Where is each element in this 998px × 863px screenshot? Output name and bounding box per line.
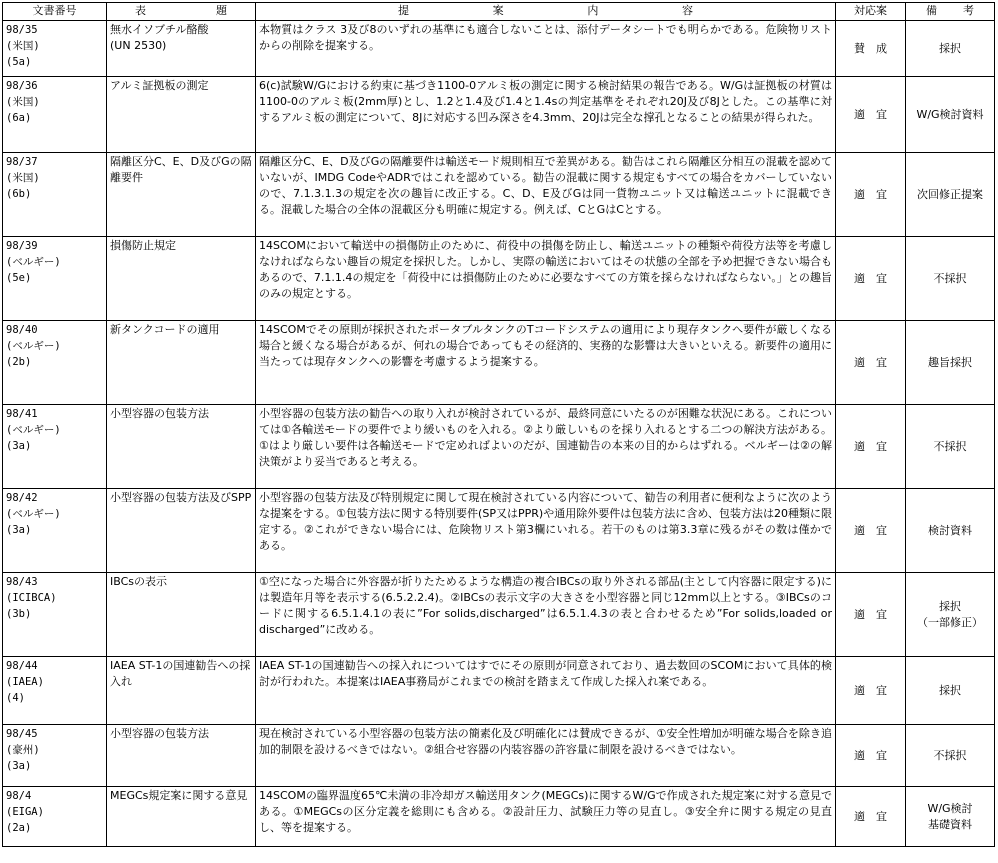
response-cell: 適 宜 xyxy=(836,237,906,321)
header-row xyxy=(3,3,995,21)
response-cell: 適 宜 xyxy=(836,725,906,787)
response-cell: 適 宜 xyxy=(836,321,906,405)
table-row xyxy=(3,321,995,405)
doc-number-cell: 98/44 (IAEA) (4) xyxy=(3,657,107,725)
header-proposal-part: 案 xyxy=(492,4,504,17)
title-cell: 無水イソブチル酪酸 (UN 2530) xyxy=(107,21,256,77)
doc-number-cell: 98/35 (米国) (5a) xyxy=(3,21,107,77)
table-row xyxy=(3,489,995,573)
title-cell: MEGCs規定案に関する意見 xyxy=(107,787,256,847)
content-cell: 小型容器の包装方法及び特別規定に関して現在検討されている内容について、勧告の利用者に便利なように次のような提案をする。①包装方法に関する特別要件(SP又はPPR)や通用除外要件は包装方法に含め、包装方法は20種類に限定する。②これができない場合には、危険物リスト第3欄にいれる。若干のものは第3.3章に残るがその数は僅かである。 xyxy=(256,489,836,573)
response-cell: 賛 成 xyxy=(836,21,906,77)
header-proposal-part: 容 xyxy=(681,4,693,17)
title-cell: 小型容器の包装方法 xyxy=(107,725,256,787)
response-cell: 適 宜 xyxy=(836,573,906,657)
doc-number-cell: 98/45 (豪州) (3a) xyxy=(3,725,107,787)
content-cell: IAEA ST-1の国連勧告への採入れについてはすでにその原則が同意されており、過去数回のSCOMにおいて具体的検討が行われた。本提案はIAEA事務局がこれまでの検討を踏まえて作成した採入れ案である。 xyxy=(256,657,836,725)
remarks-cell: 不採択 xyxy=(906,405,995,489)
doc-number-cell: 98/40 (ベルギー) (2b) xyxy=(3,321,107,405)
doc-number-cell: 98/4 (EIGA) (2a) xyxy=(3,787,107,847)
table-row xyxy=(3,573,995,657)
header-proposal-part: 内 xyxy=(587,4,599,17)
remarks-cell: W/G検討資料 xyxy=(906,77,995,153)
content-cell: ①空になった場合に外容器が折りたためるような構造の複合IBCsの取り外される部品(主として内容器に限定する)には製造年月等を表示する(6.5.2.2.4)。②IBCsの表示文字の大きさを小型容器と同じ12mm以上とする。③IBCsのコードに関する6.5.1.4.1の表に”For solids,discharged”は6.5.1.4.3の表と合わせるため”For solids,loaded or discharged”に改める。 xyxy=(256,573,836,657)
doc-number-cell: 98/36 (米国) (6a) xyxy=(3,77,107,153)
remarks-cell: 趣旨採択 xyxy=(906,321,995,405)
title-cell: IBCsの表示 xyxy=(107,573,256,657)
title-cell: アルミ証拠板の測定 xyxy=(107,77,256,153)
doc-number-cell: 98/37 (米国) (6b) xyxy=(3,153,107,237)
doc-number-cell: 98/41 (ベルギー) (3a) xyxy=(3,405,107,489)
title-cell: 小型容器の包装方法及びSPP xyxy=(107,489,256,573)
content-cell: 隔離区分C、E、D及びGの隔離要件は輸送モード規則相互で差異がある。勧告はこれら隔離区分相互の混載を認めていないが、IMDG CodeやADRではこれを認めている。勧告の混載に関する規定もすべての場合をカバーしていないので、7.1.3.1.3の規定を次の趣旨に改正する。C、D、E及びGは同一貨物ユニット又は輸送ユニットに混載できる。混載した場合の全体の混載区分も明確に規定する。例えば、CとGはCとする。 xyxy=(256,153,836,237)
title-cell: IAEA ST-1の国連勧告への採入れ xyxy=(107,657,256,725)
remarks-cell: W/G検討 基礎資料 xyxy=(906,787,995,847)
header-remarks xyxy=(906,3,995,21)
remarks-cell: 不採択 xyxy=(906,237,995,321)
header-remarks-part: 備 xyxy=(926,4,937,17)
response-cell: 適 宜 xyxy=(836,153,906,237)
remarks-cell: 採択 xyxy=(906,657,995,725)
header-proposal xyxy=(256,3,836,21)
response-cell: 適 宜 xyxy=(836,787,906,847)
remarks-cell: 採択 （一部修正） xyxy=(906,573,995,657)
title-cell: 損傷防止規定 xyxy=(107,237,256,321)
table-row xyxy=(3,153,995,237)
title-cell: 隔離区分C、E、D及びGの隔離要件 xyxy=(107,153,256,237)
header-proposal-part: 提 xyxy=(398,4,409,17)
content-cell: 14SCOMの臨界温度65℃未満の非冷却ガス輸送用タンク(MEGCs)に関するW/Gで作成された規定案に対する意見である。①MEGCsの区分定義を総則にも含める。②設計圧力、試験圧力等の見直し。③安全弁に関する規定の見直し、等を提案する。 xyxy=(256,787,836,847)
doc-number-cell: 98/42 (ベルギー) (3a) xyxy=(3,489,107,573)
header-title xyxy=(107,3,256,21)
response-cell: 適 宜 xyxy=(836,77,906,153)
header-title-part: 題 xyxy=(216,4,227,17)
remarks-cell: 次回修正提案 xyxy=(906,153,995,237)
table-row xyxy=(3,405,995,489)
doc-number-cell: 98/39 (ベルギー) (5e) xyxy=(3,237,107,321)
title-cell: 新タンクコードの適用 xyxy=(107,321,256,405)
content-cell: 6(c)試験W/Gにおける約束に基づき1100-0アルミ板の測定に関する検討結果の報告である。W/Gは証拠板の材質は1100-0のアルミ板(2mm厚)とし、1.2と1.4及び1.4と1.4sの判定基準をそれぞれ20J及び8Jとした。この基準に対するアルミ板の測定について、8Jに対応する凹み深さを4.3mm、20Jは完全な撑孔となることの結果が得られた。 xyxy=(256,77,836,153)
table-row xyxy=(3,21,995,77)
remarks-cell: 検討資料 xyxy=(906,489,995,573)
content-cell: 本物質はクラス 3及び8のいずれの基準にも適合しないことは、添付データシートでも明らかである。危険物リストからの削除を提案する。 xyxy=(256,21,836,77)
proposal-table xyxy=(2,2,995,847)
content-cell: 現在検討されている小型容器の包装方法の簡素化及び明確化には賛成できるが、①安全性増加が明確な場合を除き追加的制限を設けるべきではない。②組合せ容器の内装容器の許容量に制限を設けるべきではない。 xyxy=(256,725,836,787)
remarks-cell: 不採択 xyxy=(906,725,995,787)
content-cell: 14SCOMでその原則が採択されたポータブルタンクのTコードシステムの適用により現存タンクへ要件が厳しくなる場合と緩くなる場合があるが、何れの場合であってもその経済的、実務的な影響は大きいといえる。新要件の適用に当たっては現存タンクへの影響を考慮するよう提案する。 xyxy=(256,321,836,405)
content-cell: 14SCOMにおいて輸送中の損傷防止のために、荷役中の損傷を防止し、輸送ユニットの種類や荷役方法等を考慮しなければならない趣旨の規定を採択した。しかし、実際の輸送においてはその状態の全部を予め把握できない場合もあるので、7.1.1.4の規定を「荷役中には損傷防止のために必要なすべての方策を採らなければならない。」との趣旨のみの規定とする。 xyxy=(256,237,836,321)
remarks-cell: 採択 xyxy=(906,21,995,77)
table-row xyxy=(3,237,995,321)
table-row xyxy=(3,657,995,725)
header-doc-number: 文書番号 xyxy=(3,3,107,21)
response-cell: 適 宜 xyxy=(836,405,906,489)
table-row xyxy=(3,725,995,787)
header-title-part: 表 xyxy=(135,4,146,17)
doc-number-cell: 98/43 (ICIBCA) (3b) xyxy=(3,573,107,657)
table-row xyxy=(3,77,995,153)
header-remarks-part: 考 xyxy=(963,4,974,17)
title-cell: 小型容器の包装方法 xyxy=(107,405,256,489)
table-row xyxy=(3,787,995,847)
response-cell: 適 宜 xyxy=(836,489,906,573)
response-cell: 適 宜 xyxy=(836,657,906,725)
header-response: 対応案 xyxy=(836,3,906,21)
content-cell: 小型容器の包装方法の勧告への取り入れが検討されているが、最終同意にいたるのが困難な状況にある。これについては①各輸送モードの要件でより緩いものを入れる。②より厳しいものを採り入れるとする二つの解決方法がある。①はより厳しい要件は各輸送モードで定めればよいのだが、国連勧告の本来の目的からはずれる。ベルギーは②の解決策がより妥当であると考える。 xyxy=(256,405,836,489)
